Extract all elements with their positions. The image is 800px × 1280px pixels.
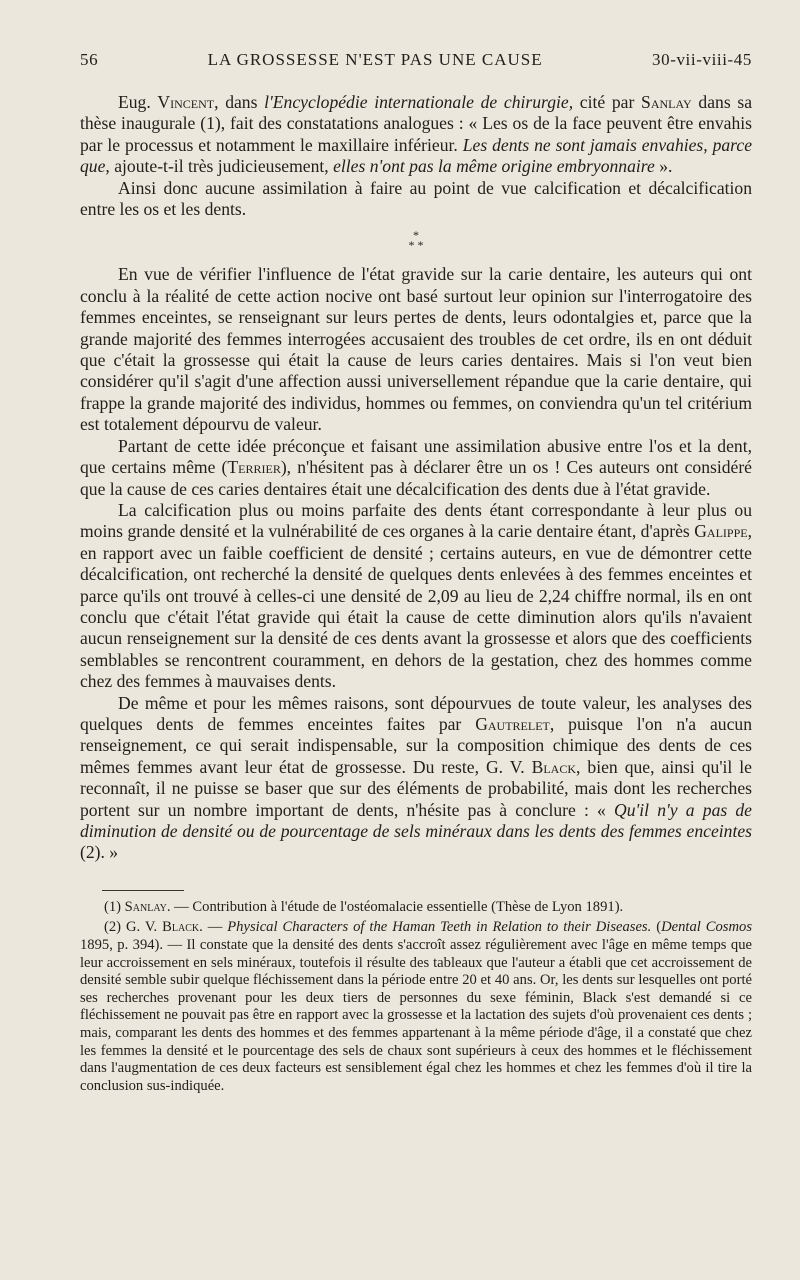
running-header [80,50,752,70]
author-name: Sanlay [641,92,692,112]
footnote-separator [102,890,184,891]
paragraph-2: Ainsi donc aucune assimilation à faire au point de vue calcification et décalcification entre les os et les dents. [80,177,752,220]
author-name: Vincent [157,92,215,112]
paragraph-4: Partant de cette idée préconçue et faisant une assimilation abusive entre l'os et la dent, que certains même (Terrier), n'hésitent pas à déclarer être un os ! Ces auteurs ont considéré que la cause de ces caries dentaires était une décalcification des dents due à l'état gravide. [80,435,752,499]
body-text [80,92,752,1098]
author-name: Black [531,756,577,777]
issue-date: 30-vii-viii-45 [652,50,752,69]
work-title: l'Encyclopédie internationale de chirurgie, [264,92,574,112]
footnote-1: (1) Sanlay. — Contribution à l'étude de l'ostéomalacie essentielle (Thèse de Lyon 1891). [104,898,624,915]
author-name: Galippe [694,521,748,542]
paragraph-5: La calcification plus ou moins parfaite des dents étant correspondante à leur plus ou moins grande densité et la vulnérabilité de ces organes à la carie dentaire étant, d'après Galippe, en rapport avec un faible coefficient de densité ; certains auteurs, en vue de démontrer cette décalcification, ont recherché la densité de quelques dents enlevées à des femmes enceintes et parce qu'ils ont trouvé à celles-ci une densité de 2,09 au lieu de 2,24 chiffre normal, ils en ont conclu que c'était l'état gravide qui était la cause de cette diminution alors qu'ils n'avaient aucun renseignement sur la densité de ces dents avant la grossesse et alors que des coefficients semblables se rencontrent couramment, en dehors de la gestation, chez des hommes comme chez des femmes à mauvaises dents. [80,499,752,692]
author-name: Gautrelet [475,713,550,734]
page-number: 56 [80,50,99,69]
paragraph-1: Eug. Vincent, dans l'Encyclopédie internationale de chirurgie, cité par Sanlay dans sa thèse inaugurale (1), fait des constatations analogues : « Les os de la face peuvent être envahis par le processus et notamment le maxillaire inférieur. Les dents ne sont jamais envahies, parce que, ajoute-t-il très judicieusement, elles n'ont pas la même origine embryonnaire ». [80,92,753,177]
footnotes [80,899,752,1096]
quotation: Qu'il n'y a pas de diminution de densité ou de pourcentage de sels minéraux dans les dents des femmes enceintes [80,799,752,841]
footnote-2: (2) G. V. Black. — Physical Characters of the Haman Teeth in Relation to their Diseases. (Dental Cosmos 1895, p. 394). — Il constate que la densité des dents s'accroît assez régulièrement avec l'âge en même temps que leur accroissement en sels minéraux, toutefois il résulte des tableaux que l'auteur a établi que cet accroissement de densité semble subir quelque fléchissement dans la période entre 20 et 40 ans. Or, les dents sur lesquelles ont porté ses recherches provenant pour les deux tiers de personnes du sexe féminin, Black s'est demandé si ce fléchissement ne pouvait pas être en rapport avec la grossesse et la lactation des sujets d'où provenaient ces dents ; mais, comparant les dents des hommes et des femmes appartenant à la même période d'âge, il a constaté que chez les femmes la densité et le pourcentage des sels de chaux sont supérieurs à ceux des hommes et le fléchissement dans l'augmentation de ces deux facteurs est sensiblement égal chez les hommes et chez les femmes d'où il tire la conclusion sus-indiquée. [80,919,752,1094]
paragraph-3: En vue de vérifier l'influence de l'état gravide sur la carie dentaire, les auteurs qui ont conclu à la réalité de cette action nocive ont basé surtout leur opinion sur l'interrogatoire des femmes enceintes, se renseignant sur leurs pertes de dents, leurs odontalgies et, parce que la grande majorité des femmes interrogées accusaient des troubles de cet ordre, ils en ont déduit que c'était la grossesse qui était la cause de leurs caries dentaires. Mais si l'on veut bien considérer qu'il s'agit d'une affection aussi universellement répandue que la carie dentaire, qui frappe la grande majorité des individus, hommes ou femmes, on conviendra qu'un tel critérium est totalement dépourvu de valeur. [80,264,752,435]
running-title: LA GROSSESSE N'EST PAS UNE CAUSE [207,50,543,69]
author-name: Terrier [227,457,281,478]
paragraph-6: De même et pour les mêmes raisons, sont dépourvues de toute valeur, les analyses des quelques dents de femmes enceintes faites par Gautrelet, puisque l'on n'a aucun renseignement, ce qui serait indispensable, sur la composition chimique des dents de ces mêmes femmes avant leur état de grossesse. Du reste, G. V. Black, bien que, ainsi qu'il le reconnaît, il ne puisse se baser que sur des éléments de probabilité, mais dont les recherches portent sur un nombre important de dents, n'hésite pas à conclure : « Qu'il n'y a pas de diminution de densité ou de pourcentage de sels minéraux dans les dents des femmes enceintes (2). » [80,692,752,863]
section-break-asterism: * * * [408,228,424,253]
